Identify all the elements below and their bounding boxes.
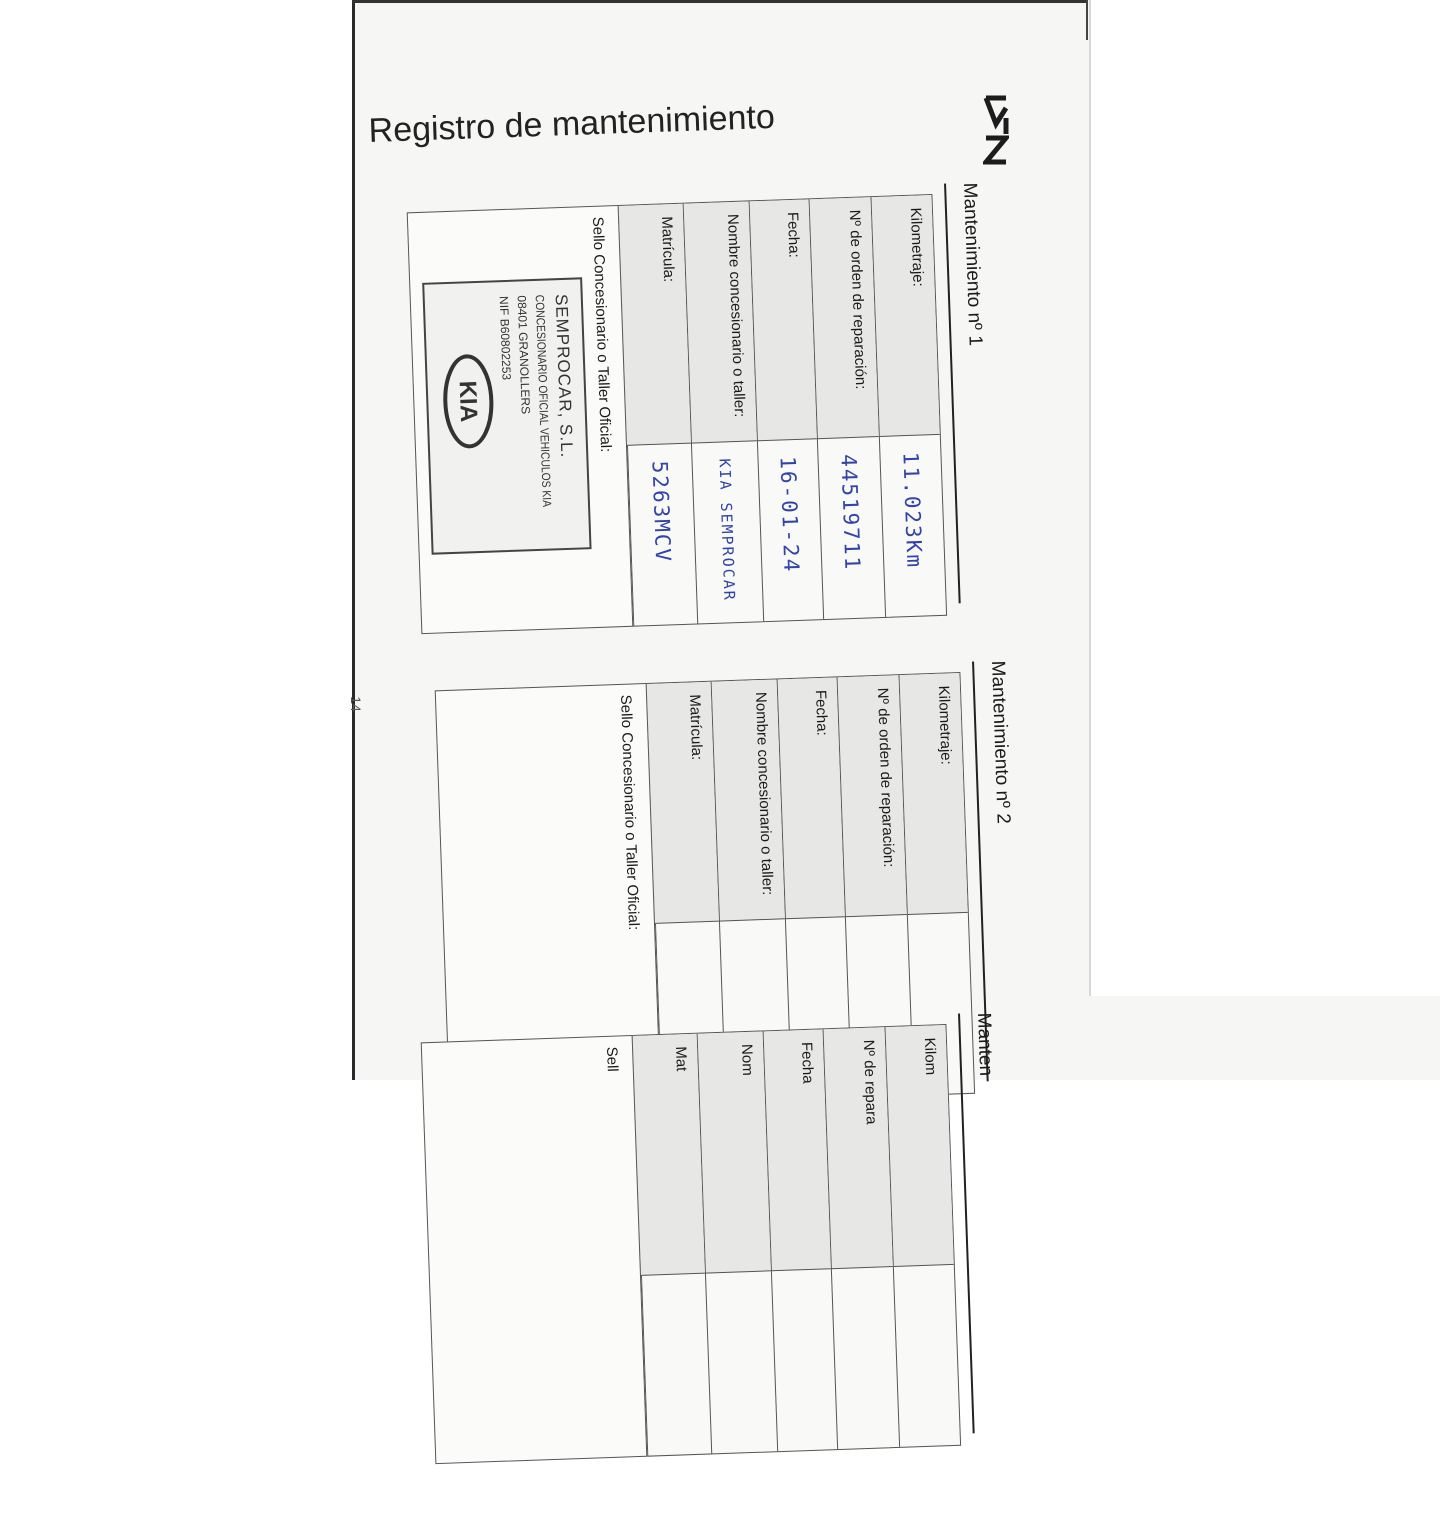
stamp-area xyxy=(407,205,634,634)
kilometraje-field[interactable] xyxy=(880,445,946,617)
maintenance-form-1 xyxy=(380,182,1007,693)
stamp-city: 08401 GRANOLLERS xyxy=(514,295,533,415)
stamp-label: Sell xyxy=(602,1046,621,1073)
page-title: Registro de mantenimiento xyxy=(368,97,776,150)
next-page-corner xyxy=(1086,996,1440,1080)
orden-reparacion-field[interactable] xyxy=(817,447,885,619)
kia-oval-logo-icon xyxy=(441,352,496,450)
field-label: Matrícula: xyxy=(686,694,706,761)
page-top-edge xyxy=(352,0,1086,3)
stamp-label: Sello Concesionario o Taller Oficial: xyxy=(588,216,615,453)
field-label: Nº de orden de reparación: xyxy=(873,687,898,868)
handwritten-value: 11.023Km xyxy=(898,451,927,570)
field-label: Kilometraje: xyxy=(934,685,955,766)
stamp-nif: NIF B60802253 xyxy=(496,295,514,381)
field-label: Fecha: xyxy=(783,211,803,259)
maintenance-form-3 xyxy=(394,1012,1021,1523)
concesionario-field[interactable] xyxy=(691,451,763,623)
field-label: Nº de repara xyxy=(859,1039,880,1125)
dealer-stamp xyxy=(422,277,591,554)
fields-table xyxy=(619,194,948,627)
handwritten-value: 16-01-24 xyxy=(775,455,804,574)
handwritten-value: 44519711 xyxy=(836,453,865,572)
matricula-field[interactable] xyxy=(627,454,697,626)
handwritten-value: KIA SEMPROCAR xyxy=(715,458,739,603)
field-label: Nombre concesionario o taller: xyxy=(723,213,749,418)
page-right-edge xyxy=(1086,0,1088,40)
field-label: Nº de orden de reparación: xyxy=(845,209,870,390)
stamp-description: CONCESIONARIO OFICIAL VEHICULOS KIA xyxy=(532,294,555,508)
handwritten-value: 5263MCV xyxy=(647,460,676,564)
field-label: Fecha xyxy=(797,1041,817,1084)
form-title: Manten xyxy=(973,1012,997,1077)
field-label: Kilometraje: xyxy=(906,207,927,288)
fields-table xyxy=(633,1024,962,1457)
kia-brand-logo-icon xyxy=(983,94,1009,166)
svg-text:KIA: KIA xyxy=(453,380,483,423)
form-title: Mantenimiento nº 2 xyxy=(987,660,1014,825)
field-label: Nombre concesionario o taller: xyxy=(751,691,777,896)
fecha-field[interactable] xyxy=(757,449,823,621)
field-label: Matrícula: xyxy=(658,216,678,283)
field-label: Mat xyxy=(672,1046,690,1072)
field-label: Kilom xyxy=(920,1037,940,1076)
page-number: 14 xyxy=(347,696,364,712)
form-title: Mantenimiento nº 1 xyxy=(959,182,986,347)
stamp-area xyxy=(421,1035,648,1464)
stamp-company: SEMPROCAR, S.L. xyxy=(551,293,577,459)
field-label: Nom xyxy=(737,1043,757,1076)
stamp-label: Sello Concesionario o Taller Oficial: xyxy=(616,694,643,931)
field-label: Fecha: xyxy=(811,689,831,737)
